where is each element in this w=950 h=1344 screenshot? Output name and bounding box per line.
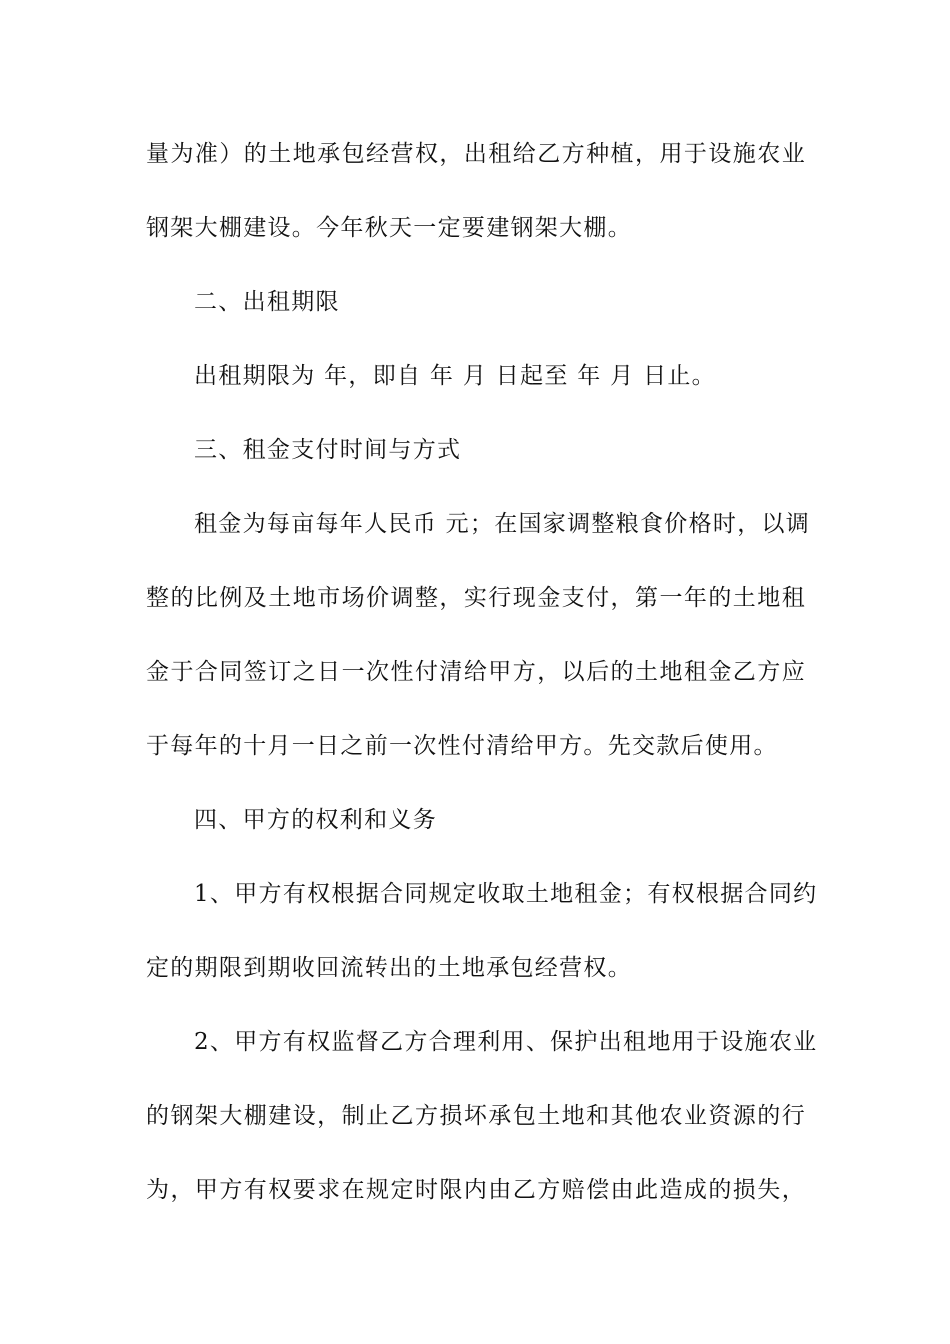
- body-text-line: 为，甲方有权要求在规定时限内由乙方赔偿由此造成的损失，: [146, 1177, 806, 1203]
- body-text-line: 钢架大棚建设。今年秋天一定要建钢架大棚。: [146, 215, 632, 241]
- body-text-line: 量为准）的土地承包经营权，出租给乙方种植，用于设施农业: [146, 141, 806, 167]
- body-text-line: 的钢架大棚建设，制止乙方损坏承包土地和其他农业资源的行: [146, 1103, 806, 1129]
- body-text-line: 1、甲方有权根据合同规定收取土地租金；有权根据合同约: [194, 881, 818, 907]
- body-text-line: 出租期限为 年，即自 年 月 日起至 年 月 日止。: [194, 363, 716, 389]
- body-text-line: 租金为每亩每年人民币 元；在国家调整粮食价格时，以调: [194, 511, 811, 537]
- section-heading: 三、租金支付时间与方式: [194, 437, 462, 463]
- body-text-line: 于每年的十月一日之前一次性付清给甲方。先交款后使用。: [146, 733, 778, 759]
- body-text-line: 整的比例及土地市场价调整，实行现金支付，第一年的土地租: [146, 585, 806, 611]
- section-heading: 二、出租期限: [194, 289, 340, 315]
- body-text-line: 金于合同签订之日一次性付清给甲方，以后的土地租金乙方应: [146, 659, 806, 685]
- body-text-line: 2、甲方有权监督乙方合理利用、保护出租地用于设施农业: [194, 1029, 818, 1055]
- body-text-line: 定的期限到期收回流转出的土地承包经营权。: [146, 955, 632, 981]
- section-heading: 四、甲方的权利和义务: [194, 807, 437, 833]
